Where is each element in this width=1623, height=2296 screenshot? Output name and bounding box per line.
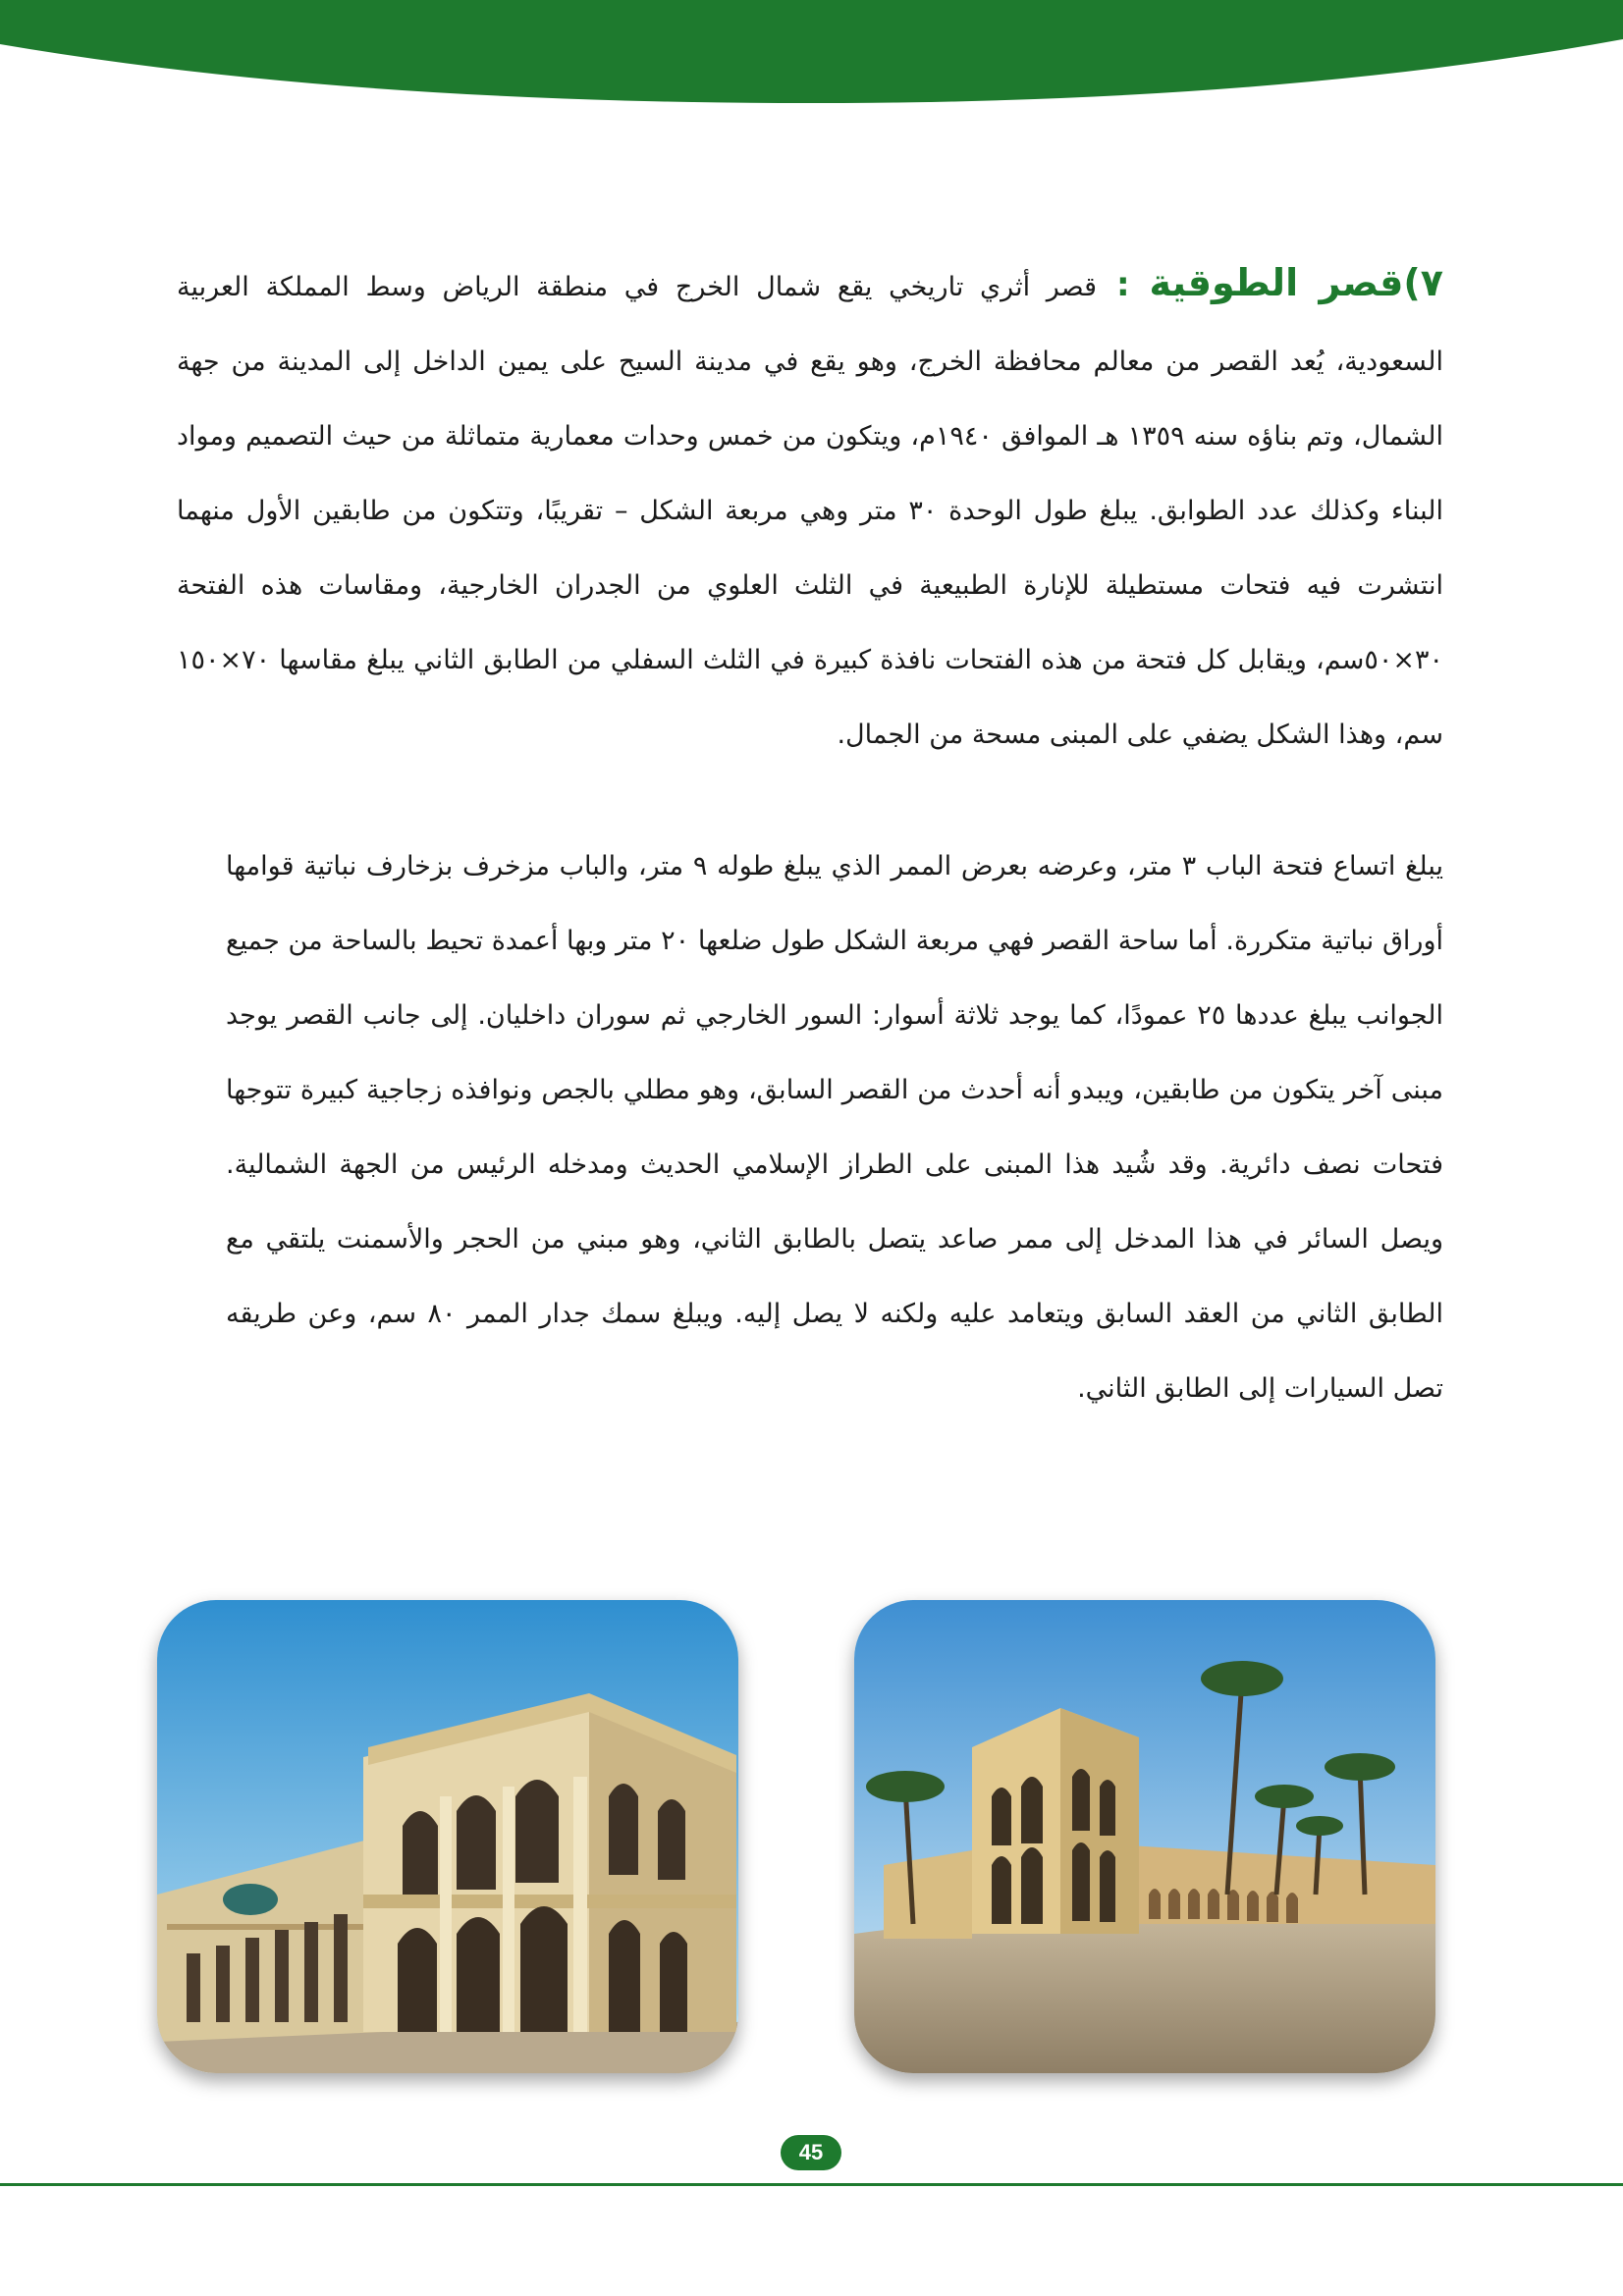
palace-photo-panorama	[854, 1600, 1435, 2073]
header-green-band	[0, 0, 1623, 108]
heading-separator: :	[1097, 265, 1150, 304]
paragraph-1	[177, 245, 1443, 773]
section-heading: ٧)قصر الطوقية	[1149, 261, 1443, 304]
page-number-badge: 45	[781, 2135, 841, 2170]
article-body	[177, 245, 1443, 1426]
footer-divider	[0, 2183, 1623, 2186]
paragraph-1-text: قصر أثري تاريخي يقع شمال الخرج في منطقة الرياض وسط المملكة العربية السعودية، يُعد القصر من معالم محافظة الخرج، وهو يقع في مدينة السيح على يمين الداخل إلى المدينة من جهة الشمال، وتم بناؤه سنه ١٣٥٩ هـ الموافق ١٩٤٠م، ويتكون من خمس وحدات معمارية متماثلة من حيث التصميم ومواد البناء وكذلك عدد الطوابق. يبلغ طول الوحدة ٣٠ متر وهي مربعة الشكل – تقريبًا، وتتكون من طابقين الأول منهما انتشرت فيه فتحات مستطيلة للإنارة الطبيعية في الثلث العلوي من الجدران الخارجية، ومقاسات هذه الفتحة ٣٠×٥٠سم، ويقابل كل فتحة من هذه الفتحات نافذة كبيرة في الثلث السفلي من الطابق الثاني يبلغ مقاسها ٧٠×١٥٠ سم، وهذا الشكل يضفي على المبنى مسحة من الجمال.	[177, 272, 1444, 750]
paragraph-2: يبلغ اتساع فتحة الباب ٣ متر، وعرضه بعرض الممر الذي يبلغ طوله ٩ متر، والباب مزخرف بزخارف نباتية قوامها أوراق نباتية متكررة. أما ساحة القصر فهي مربعة الشكل طول ضلعها ٢٠ متر وبها أعمدة تحيط بالساحة من جميع الجوانب يبلغ عددها ٢٥ عمودًا، كما يوجد ثلاثة أسوار: السور الخارجي ثم سوران داخليان. إلى جانب القصر يوجد مبنى آخر يتكون من طابقين، ويبدو أنه أحدث من القصر السابق، وهو مطلي بالجص ونوافذه زجاجية كبيرة تتوجها فتحات نصف دائرية. وقد شُيد هذا المبنى على الطراز الإسلامي الحديث ومدخله الرئيس من الجهة الشمالية. ويصل السائر في هذا المدخل إلى ممر صاعد يتصل بالطابق الثاني، وهو مبني من الحجر والأسمنت يلتقي مع الطابق الثاني من العقد السابق ويتعامد عليه ولكنه لا يصل إليه. ويبلغ سمك جدار الممر ٨٠ سم، وعن طريقه تصل السيارات إلى الطابق الثاني.	[226, 851, 1444, 1404]
palace-photo-closeup	[157, 1600, 738, 2073]
